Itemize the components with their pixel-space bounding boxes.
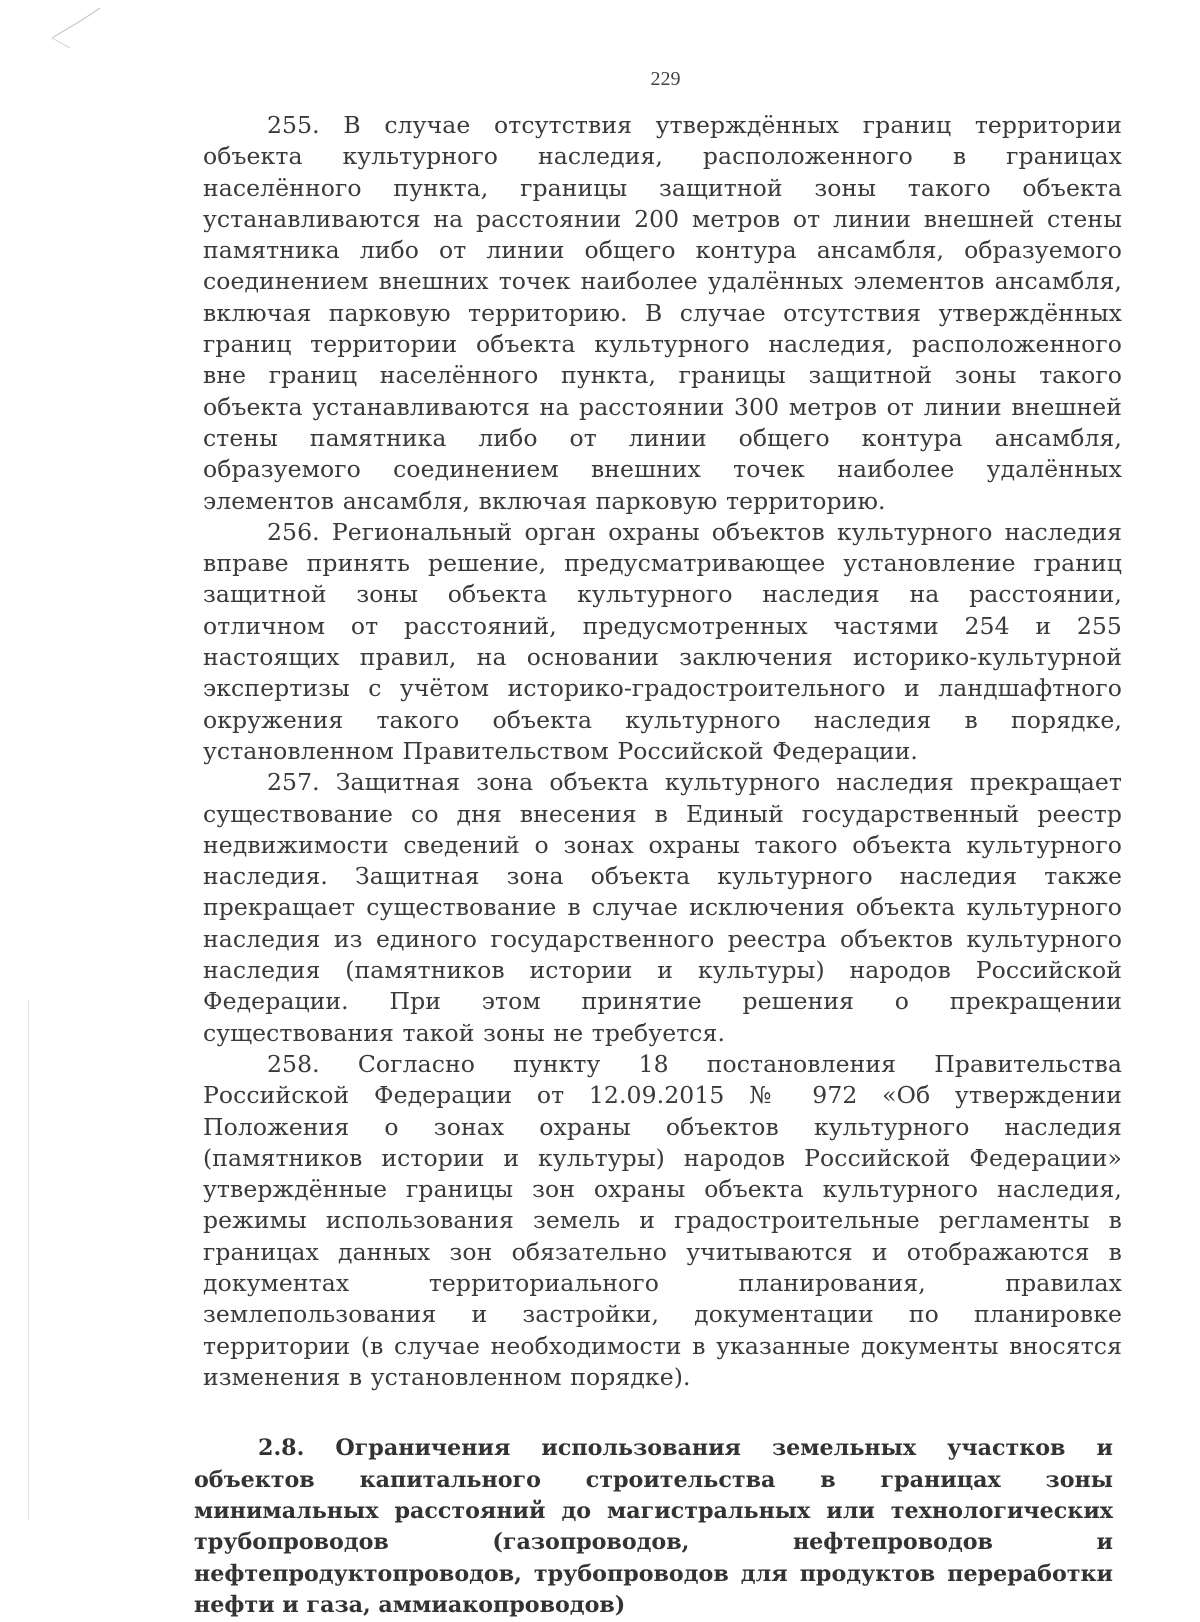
paragraph-257: 257. Защитная зона объекта культурного наследия прекращает существование со дня внесения в Единый государственный реестр недвижимости сведений о зонах охраны такого объекта культурного наследия. Защитная зона объекта культурного наследия также прекращает существование в случае исключения объекта культурного наследия из единого государственного реестра объектов культурного наследия (памятников истории и культуры) народов Российской Федерации. При этом принятие решения о прекращении существования такой зоны не требуется.	[203, 768, 1122, 1047]
scan-edge-line	[28, 1000, 29, 1520]
section-heading-2-8: 2.8. Ограничения использования земельных участков и объектов капитального строительства в границах зоны минимальных расстояний до магистральных или технологических трубопроводов (газопроводов, нефтепроводов и нефтепродуктопроводов, трубопроводов для продуктов переработки нефти и газа, аммиакопроводов)	[194, 1435, 1113, 1619]
document-body	[194, 110, 1122, 1622]
paragraph-258: 258. Согласно пункту 18 постановления Правительства Российской Федерации от 12.09.2015 № 972 «Об утверждении Положения о зонах охраны объектов культурного наследия (памятников истории и культуры) народов Российской Федерации» утверждённые границы зон охраны объекта культурного наследия, режимы использования земель и градостроительные регламенты в границах данных зон обязательно учитываются и отображаются в документах территориального планирования, правилах землепользования и застройки, документации по планировке территории (в случае необходимости в указанные документы вносятся изменения в установленном порядке).	[203, 1049, 1122, 1391]
page-corner-fold	[0, 0, 110, 60]
page-number: 229	[650, 68, 681, 90]
paragraph-255: 255. В случае отсутствия утверждённых границ территории объекта культурного наследия, расположенного в границах населённого пункта, границы защитной зоны такого объекта устанавливаются на расстоянии 200 метров от линии внешней стены памятника либо от линии общего контура ансамбля, образуемого соединением внешних точек наиболее удалённых элементов ансамбля, включая парковую территорию. В случае отсутствия утверждённых границ территории объекта культурного наследия, расположенного вне границ населённого пункта, границы защитной зоны такого объекта устанавливаются на расстоянии 300 метров от линии внешней стены памятника либо от линии общего контура ансамбля, образуемого соединением внешних точек наиболее удалённых элементов ансамбля, включая парковую территорию.	[203, 111, 1122, 515]
paragraph-256: 256. Региональный орган охраны объектов культурного наследия вправе принять решение, предусматривающее установление границ защитной зоны объекта культурного наследия на расстоянии, отличном от расстояний, предусмотренных частями 254 и 255 настоящих правил, на основании заключения историко-культурной экспертизы с учётом историко-градостроительного и ландшафтного окружения такого объекта культурного наследия в порядке, установленном Правительством Российской Федерации.	[203, 517, 1122, 765]
